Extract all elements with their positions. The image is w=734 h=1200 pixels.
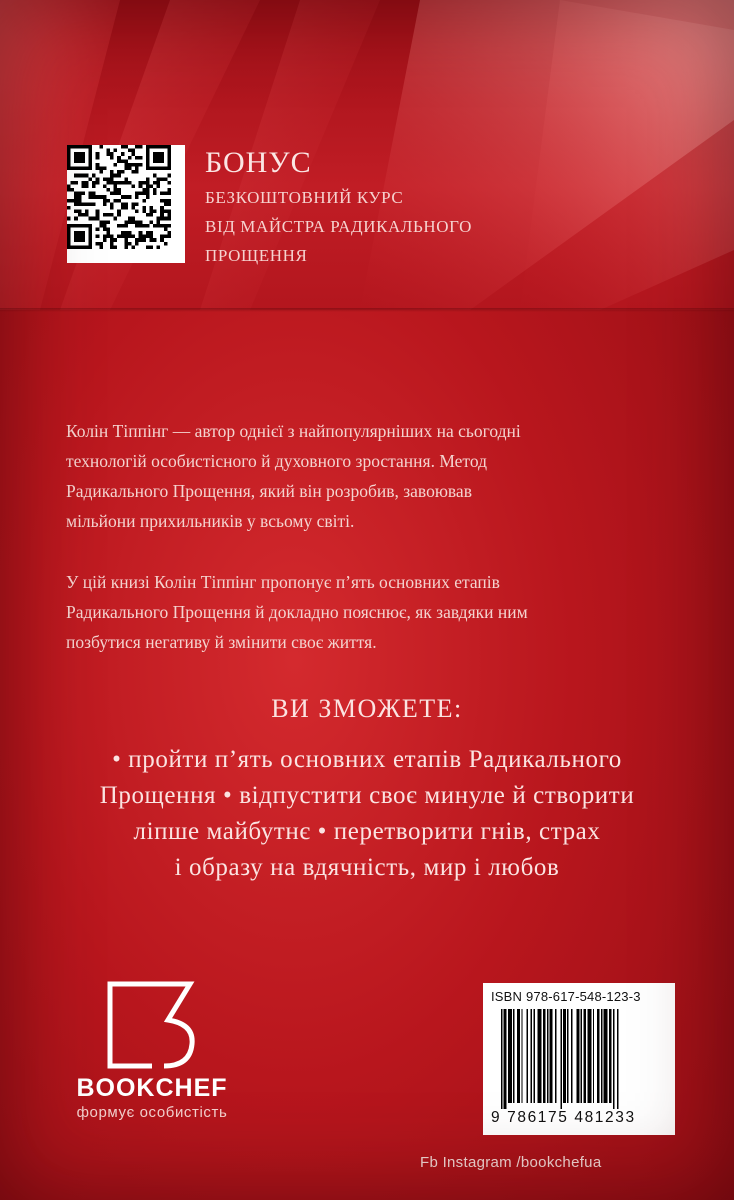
benefits-line: Прощення • відпустити своє минуле й створити: [99, 782, 635, 809]
bonus-title: БОНУС: [205, 146, 312, 179]
author-paragraph-line: мільйони прихильників у всьому світі.: [66, 511, 355, 531]
bonus-line-1: БЕЗКОШТОВНИЙ КУРС: [205, 188, 404, 207]
benefits-line: і образу на вдячність, мир і любов: [174, 854, 560, 881]
book-paragraph-line: позбутися негативу й змінити своє життя.: [66, 632, 377, 652]
author-paragraph-line: технологій особистісного й духовного зростання. Метод: [66, 451, 487, 471]
publisher-logo: [52, 980, 252, 1130]
book-paragraph: [66, 567, 666, 657]
book-paragraph-line: У цій книзі Колін Тіппінг пропонує п’ять основних етапів: [66, 572, 500, 592]
benefits-line: ліпше майбутнє • перетворити гнів, страх: [133, 818, 601, 845]
publisher-name: BOOKCHEF: [76, 1074, 228, 1102]
bonus-line-2: ВІД МАЙСТРА РАДИКАЛЬНОГО: [205, 217, 473, 236]
publisher-tagline: формує особистість: [76, 1104, 228, 1121]
book-paragraph-line: Радикального Прощення й докладно пояснює, як завдяки ним: [66, 602, 528, 622]
bonus-line-3: ПРОЩЕННЯ: [205, 246, 308, 265]
social-links[interactable]: Fb Instagram /bookchefua: [420, 1154, 602, 1171]
benefits-heading: ВИ ЗМОЖЕТЕ:: [271, 694, 463, 723]
band-divider: [0, 308, 734, 312]
author-paragraph: [66, 416, 666, 536]
decorative-ray-band: [0, 0, 734, 310]
barcode-digits: 9 786175 481233: [491, 1109, 636, 1126]
isbn-text: ISBN 978-617-548-123-3: [491, 989, 641, 1004]
benefits-list: [0, 742, 734, 886]
qr-code[interactable]: [67, 145, 185, 263]
benefits-line: • пройти п’ять основних етапів Радикального: [112, 746, 622, 773]
author-paragraph-line: Колін Тіппінг — автор однієї з найпопулярніших на сьогодні: [66, 421, 521, 441]
bookchef-logo-icon: [104, 980, 200, 1070]
qr-code-pattern: [67, 145, 171, 249]
barcode-label: [483, 983, 675, 1135]
barcode-bars: [501, 1009, 661, 1109]
author-paragraph-line: Радикального Прощення, який він розробив, завоював: [66, 481, 472, 501]
